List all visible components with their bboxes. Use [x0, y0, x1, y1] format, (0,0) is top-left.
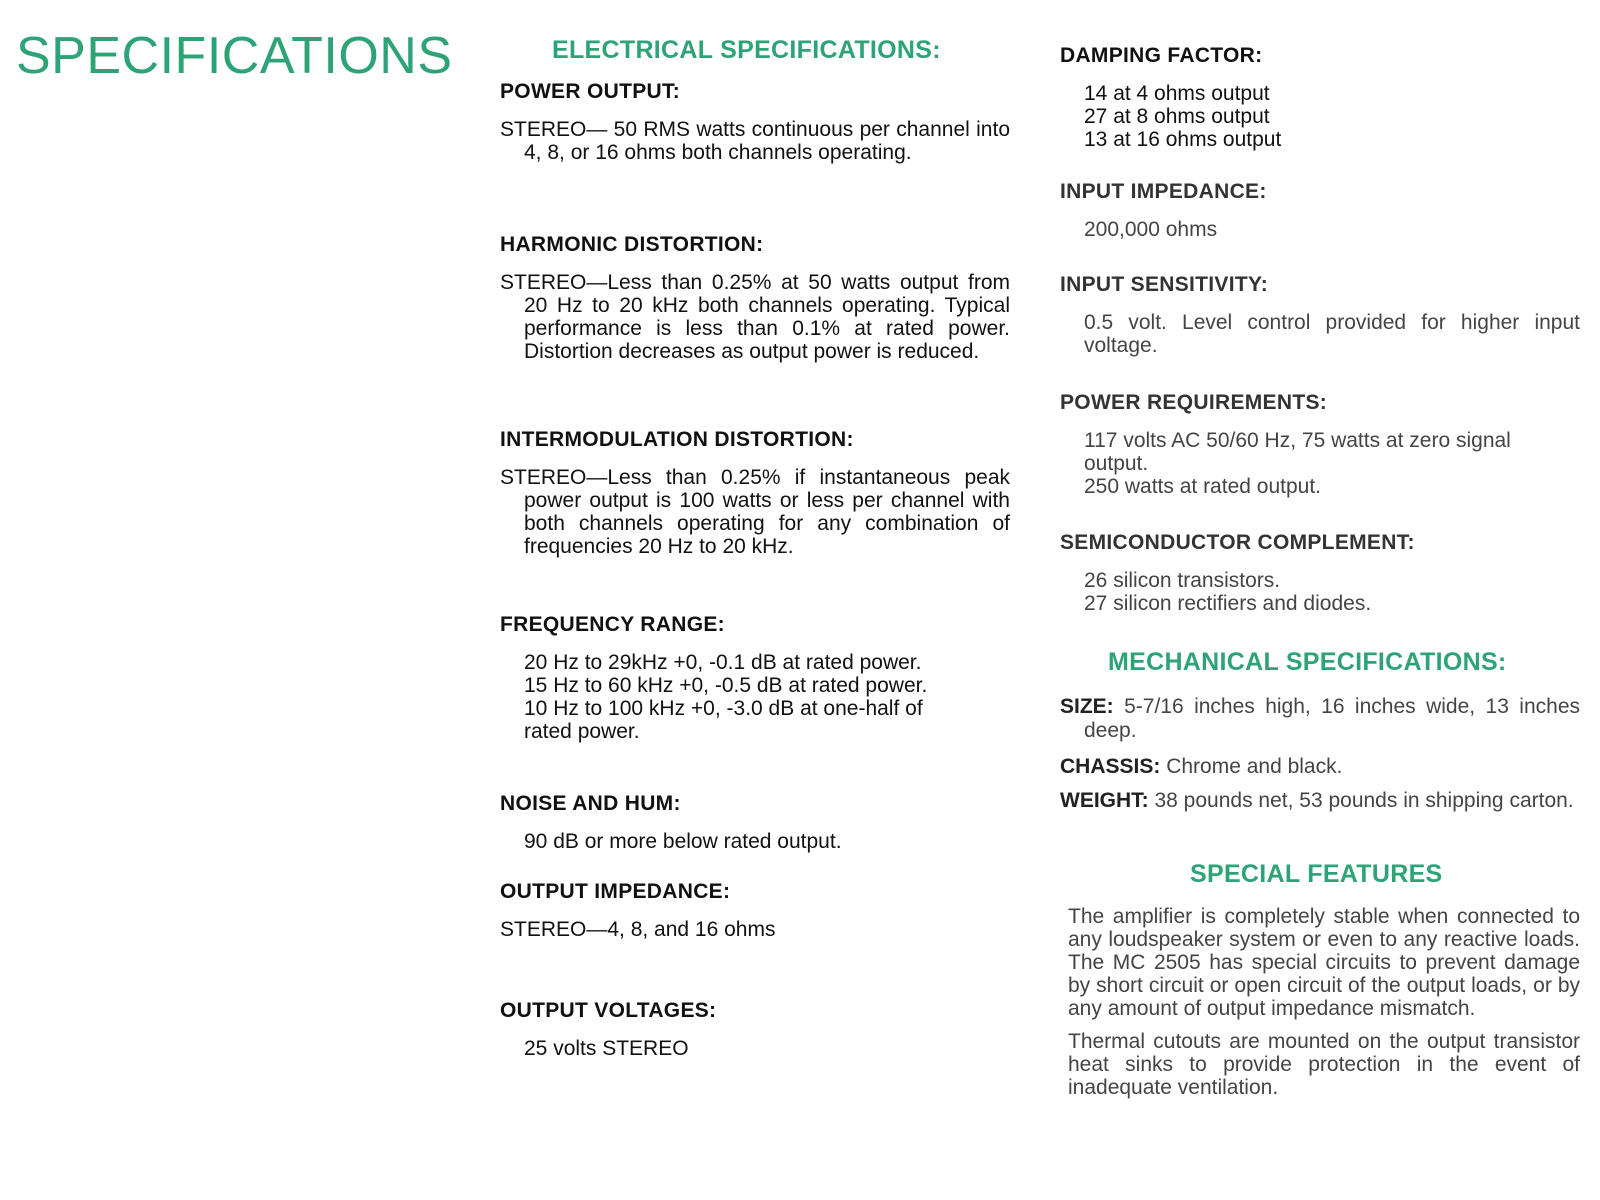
harmonic-distortion-text: STEREO—Less than 0.25% at 50 watts output from 20 Hz to 20 kHz both channels operating. Typical performance is less than 0.1% at rated power. Distortion decreases as output power is reduced.: [500, 271, 1010, 363]
power-output-section: [500, 80, 1010, 164]
weight-label: WEIGHT:: [1060, 789, 1149, 812]
noise-and-hum-section: [500, 792, 1010, 853]
power-requirements-section: [1060, 391, 1580, 498]
damping-factor-line: 14 at 4 ohms output: [1084, 82, 1270, 105]
input-impedance-text: 200,000 ohms: [1084, 218, 1218, 241]
size-item: [1060, 695, 1580, 743]
mechanical-specifications-heading: MECHANICAL SPECIFICATIONS:: [1108, 648, 1507, 676]
power-output-label: POWER OUTPUT:: [500, 80, 681, 103]
special-features-section: [1068, 905, 1580, 1109]
harmonic-distortion-label: HARMONIC DISTORTION:: [500, 233, 764, 256]
semiconductor-complement-section: [1060, 531, 1580, 615]
size-text: 5-7/16 inches high, 16 inches wide, 13 inches deep.: [1084, 695, 1580, 742]
electrical-specifications-heading: ELECTRICAL SPECIFICATIONS:: [552, 36, 941, 64]
chassis-text: Chrome and black.: [1160, 755, 1343, 778]
size-label: SIZE:: [1060, 695, 1114, 718]
output-impedance-section: [500, 880, 1010, 941]
page-title: SPECIFICATIONS: [16, 27, 453, 85]
damping-factor-label: DAMPING FACTOR:: [1060, 44, 1263, 67]
power-requirements-lines: [1060, 429, 1580, 498]
input-sensitivity-section: [1060, 273, 1580, 357]
chassis-label: CHASSIS:: [1060, 755, 1161, 778]
semiconductor-complement-line: 26 silicon transistors.: [1084, 569, 1281, 592]
harmonic-distortion-section: [500, 233, 1010, 363]
frequency-range-line: 20 Hz to 29kHz +0, -0.1 dB at rated power.: [524, 651, 922, 674]
power-requirements-line: output.: [1084, 452, 1149, 475]
damping-factor-line: 13 at 16 ohms output: [1084, 128, 1282, 151]
power-requirements-line: 117 volts AC 50/60 Hz, 75 watts at zero signal: [1084, 429, 1511, 452]
input-impedance-section: [1060, 180, 1580, 241]
frequency-range-line: 15 Hz to 60 kHz +0, -0.5 dB at rated power.: [524, 674, 928, 697]
output-voltages-section: [500, 999, 1010, 1060]
damping-factor-lines: [1060, 82, 1580, 151]
input-sensitivity-label: INPUT SENSITIVITY:: [1060, 273, 1269, 296]
noise-and-hum-label: NOISE AND HUM:: [500, 792, 681, 815]
input-impedance-label: INPUT IMPEDANCE:: [1060, 180, 1267, 203]
weight-item: [1060, 789, 1580, 813]
semiconductor-complement-lines: [1060, 569, 1580, 615]
frequency-range-line: 10 Hz to 100 kHz +0, -3.0 dB at one-half of: [524, 697, 923, 720]
power-requirements-line: 250 watts at rated output.: [1084, 475, 1321, 498]
chassis-item: [1060, 755, 1580, 779]
output-impedance-text: STEREO—4, 8, and 16 ohms: [500, 918, 776, 941]
damping-factor-section: [1060, 44, 1580, 151]
output-voltages-label: OUTPUT VOLTAGES:: [500, 999, 717, 1022]
output-impedance-label: OUTPUT IMPEDANCE:: [500, 880, 731, 903]
semiconductor-complement-label: SEMICONDUCTOR COMPLEMENT:: [1060, 531, 1415, 554]
power-output-text: STEREO— 50 RMS watts continuous per channel into 4, 8, or 16 ohms both channels operating.: [500, 118, 1010, 164]
special-features-paragraph: The amplifier is completely stable when connected to any loudspeaker system or even to any reactive loads. The MC 2505 has special circuits to prevent damage by short circuit or open circuit of the output loads, or by any amount of output impedance mismatch.: [1068, 905, 1580, 1020]
frequency-range-label: FREQUENCY RANGE:: [500, 613, 725, 636]
input-sensitivity-text: 0.5 volt. Level control provided for higher input voltage.: [1084, 311, 1580, 357]
output-voltages-text: 25 volts STEREO: [524, 1037, 689, 1060]
semiconductor-complement-line: 27 silicon rectifiers and diodes.: [1084, 592, 1372, 615]
noise-and-hum-text: 90 dB or more below rated output.: [524, 830, 842, 853]
power-requirements-label: POWER REQUIREMENTS:: [1060, 391, 1328, 414]
special-features-paragraph: Thermal cutouts are mounted on the output transistor heat sinks to provide protection in the event of inadequate ventilation.: [1068, 1030, 1580, 1099]
intermodulation-distortion-text: STEREO—Less than 0.25% if instantaneous peak power output is 100 watts or less per channel with both channels operating for any combination of frequencies 20 Hz to 20 kHz.: [500, 466, 1010, 558]
intermodulation-distortion-label: INTERMODULATION DISTORTION:: [500, 428, 854, 451]
damping-factor-line: 27 at 8 ohms output: [1084, 105, 1270, 128]
weight-text: 38 pounds net, 53 pounds in shipping carton.: [1148, 789, 1574, 812]
intermodulation-distortion-section: [500, 428, 1010, 558]
frequency-range-line: rated power.: [524, 720, 640, 743]
frequency-range-section: [500, 613, 1010, 743]
special-features-heading: SPECIAL FEATURES: [1190, 860, 1443, 888]
frequency-range-lines: [500, 651, 1010, 743]
mechanical-specifications-list: [1060, 695, 1580, 821]
